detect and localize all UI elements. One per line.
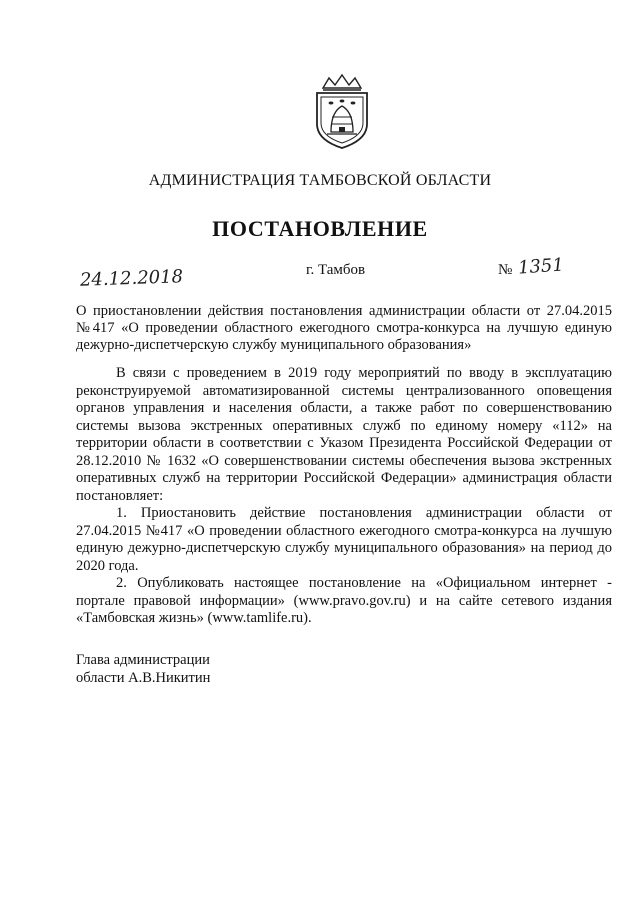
handwritten-date: 24.12.2018 — [79, 266, 184, 291]
issue-city: г. Тамбов — [306, 262, 366, 278]
signature-block — [76, 652, 210, 687]
number-label: № — [498, 262, 513, 278]
signature-name: области А.В.Никитин — [76, 669, 211, 686]
handwritten-document-number: 1351 — [517, 254, 565, 279]
issuing-agency: АДМИНИСТРАЦИЯ ТАМБОВСКОЙ ОБЛАСТИ — [148, 172, 492, 189]
document-subject: О приостановлении действия постановления администрации области от 27.04.2015 №417 «О проведении областного ежегодного смотра-конкурса на лучшую единую дежурно-диспетчерскую службу муниципального образования» — [76, 303, 612, 353]
tambov-coat-of-arms-icon — [309, 72, 375, 150]
document-type-title: ПОСТАНОВЛЕНИЕ — [212, 216, 428, 241]
preamble-paragraph: В связи с проведением в 2019 году мероприятий по вводу в эксплуатацию реконструируемой автоматизированной системы централизованного оповещения органов управления и населения области, а также работ по совершенствованию системы вызова экстренных оперативных служб по единому номеру «112» на территории области в соответствии с Указом Президента Российской Федерации от 28.12.2010 № 1632 «О совершенствовании системы обеспечения вызова экстренных оперативных служб на территории Российской Федерации» администрация области постановляет: — [76, 365, 612, 504]
document-body — [76, 365, 612, 628]
item-1-paragraph: 1. Приостановить действие постановления администрации области от 27.04.2015 №417 «О проведении областного ежегодного смотра-конкурса на лучшую единую дежурно-диспетчерскую службу муниципального образования» на период до 2020 года. — [76, 505, 612, 574]
signature-position: Глава администрации — [76, 652, 210, 668]
item-2-paragraph: 2. Опубликовать настоящее постановление на «Официальном интернет - портале правовой информации» (www.pravo.gov.ru) и на сайте сетевого издания «Тамбовская жизнь» (www.tamlife.ru). — [76, 575, 612, 626]
